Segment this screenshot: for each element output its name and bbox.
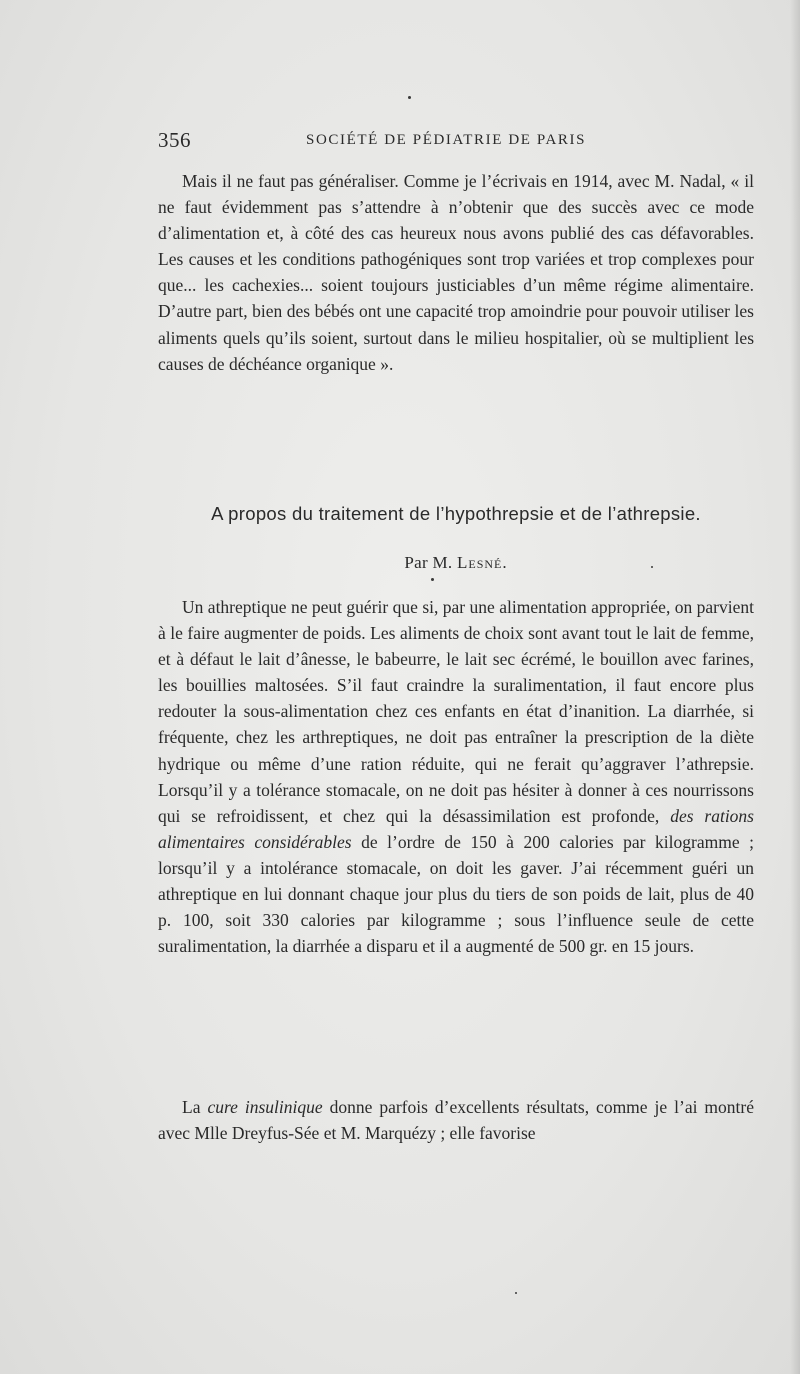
body-paragraph-1-block [158, 594, 754, 959]
body-paragraph-1-text-a: Un athreptique ne peut guérir que si, par une alimentation appropriée, on parvient à le faire augmenter de poids. Les aliments de choix sont avant tout le lait de femme, et à défaut le lait d’ânesse, le babeurre, le lait sec écrémé, le bouillon avec farines, les bouillies maltosées. S’il faut craindre la suralimentation, il faut encore plus redouter la sous-alimentation chez ces enfants en état d’inanition. La diarrhée, si fréquente, chez les arthreptiques, ne doit pas entraîner la prescription de la diète hydrique ou même d’une ration réduite, qui ne ferait qu’aggraver l’athrepsie. Lorsqu’il y a tolérance stomacale, on ne doit pas hésiter à donner à ces nourrissons qui se refroidissent, et chez qui la désassimilation est profonde, [158, 597, 754, 826]
scan-speck [431, 578, 434, 581]
intro-paragraph: Mais il ne faut pas généraliser. Comme je l’écrivais en 1914, avec M. Nadal, « il ne faut évidemment pas s’attendre à n’obtenir que des succès avec ce mode d’alimentation et, à côté des cas heureux nous avons publié des cas défavorables. Les causes et les conditions pathogéniques sont trop variées et trop complexes pour que... les cachexies... soient toujours justiciables d’un même régime alimentaire. D’autre part, bien des bébés ont une capacité trop amoindrie pour pouvoir utiliser les aliments quels qu’ils soient, surtout dans le milieu hospitalier, où se multiplient les causes de déchéance organique ». [158, 171, 754, 374]
byline-prefix: Par M. [404, 553, 453, 572]
body-paragraph-2-block [158, 1094, 754, 1146]
body-paragraph-2-emphasis: cure insulinique [207, 1097, 323, 1117]
page-number: 356 [158, 128, 191, 152]
running-title: SOCIÉTÉ DE PÉDIATRIE DE PARIS [306, 132, 587, 148]
author-name: Lesné. [457, 553, 508, 572]
page-header [158, 128, 752, 158]
scan-speck [651, 566, 653, 568]
body-paragraph-1 [158, 594, 754, 959]
page-edge-shadow [790, 0, 800, 1374]
byline [158, 553, 754, 573]
intro-paragraph-block [158, 168, 754, 377]
body-paragraph-1-emphasis: des rations alimentaires considérables [158, 805, 754, 852]
body-paragraph-2 [158, 1094, 754, 1146]
body-paragraph-2-text-b: donne parfois d’excellents résultats, comme je l’ai montré avec Mlle Dreyfus-Sée et M. Marquézy ; elle favorise [158, 1097, 754, 1144]
body-paragraph-2-text-a: La [182, 1097, 201, 1117]
body-paragraph-1-text-b: de l’ordre de 150 à 200 calories par kilogramme ; lorsqu’il y a intolérance stomacale, on doit les gaver. J’ai récemment guéri un athreptique en lui donnant chaque jour plus du tiers de son poids de lait, plus de 40 p. 100, soit 330 calories par kilogramme ; sous l’influence seule de cette suralimentation, la diarrhée a disparu et il a augmenté de 500 gr. en 15 jours. [158, 831, 754, 957]
scan-speck [408, 96, 411, 99]
scan-speck [515, 1292, 517, 1294]
article-title: A propos du traitement de l’hypothrepsie et de l’athrepsie. [211, 503, 701, 524]
